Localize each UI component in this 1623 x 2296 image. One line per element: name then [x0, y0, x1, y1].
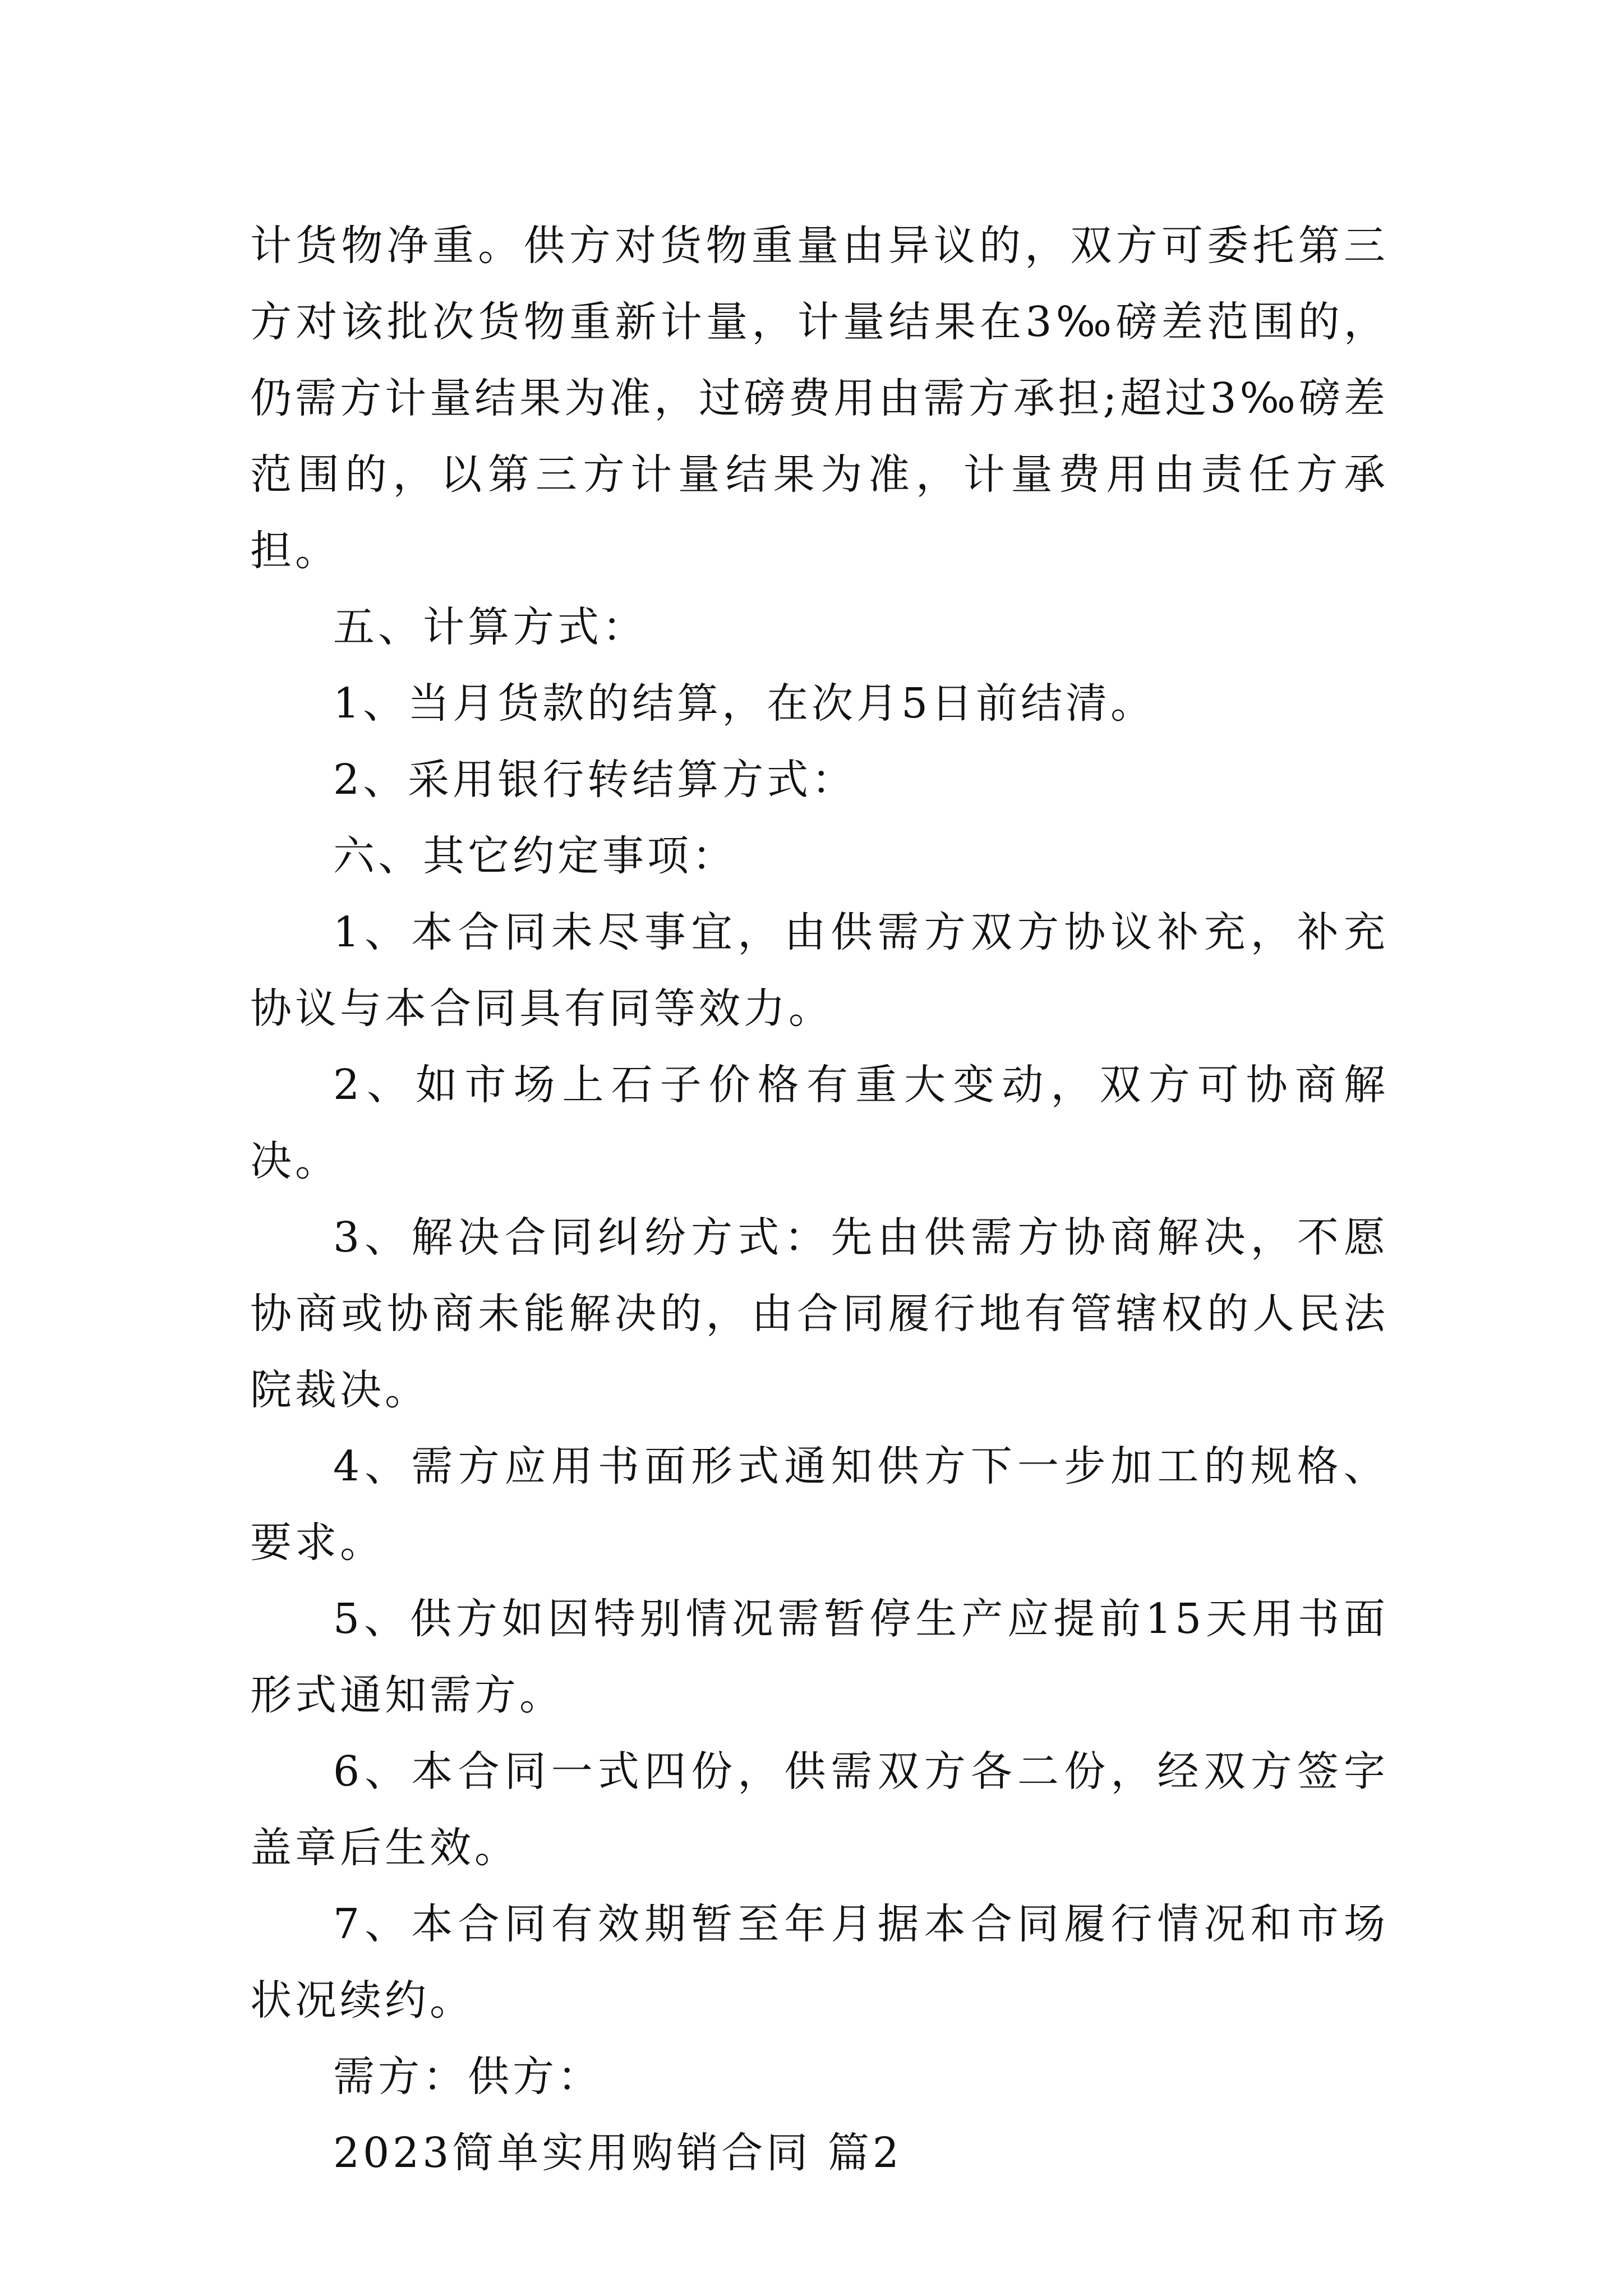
clause-settlement-1: 1、当月货款的结算，在次月5日前结清。 [333, 679, 1156, 728]
clause-other-7: 7、本合同有效期暂至年月据本合同履行情况和市场状况续约。 [250, 1900, 1389, 2024]
clause-settlement-2: 2、采用银行转结算方式： [333, 756, 857, 804]
clause-other-3: 3、解决合同纠纷方式：先由供需方协商解决，不愿协商或协商未能解决的，由合同履行地有管辖权的人民法院裁决。 [250, 1213, 1389, 1414]
clause-other-5: 5、供方如因特别情况需暂停生产应提前15天用书面形式通知需方。 [250, 1595, 1389, 1719]
section-heading-settlement: 五、计算方式： [333, 603, 647, 651]
document-body [250, 208, 1389, 2191]
clause-other-2: 2、如市场上石子价格有重大变动，双方可协商解决。 [250, 1061, 1389, 1185]
next-contract-title: 2023简单实用购销合同 篇2 [333, 2129, 902, 2177]
signature-line: 需方：供方： [333, 2053, 602, 2101]
clause-other-1: 1、本合同未尽事宜，由供需方双方协议补充，补充协议与本合同具有同等效力。 [250, 908, 1389, 1033]
paragraph-weight-dispute: 计货物净重。供方对货物重量由异议的，双方可委托第三方对该批次货物重新计量，计量结果在3‰磅差范围的，仍需方计量结果为准，过磅费用由需方承担;超过3‰磅差范围的，以第三方计量结果为准，计量费用由责任方承担。 [250, 222, 1389, 575]
section-heading-other-terms: 六、其它约定事项： [333, 832, 737, 880]
clause-other-6: 6、本合同一式四份，供需双方各二份，经双方签字盖章后生效。 [250, 1747, 1389, 1872]
clause-other-4: 4、需方应用书面形式通知供方下一步加工的规格、要求。 [250, 1442, 1389, 1567]
